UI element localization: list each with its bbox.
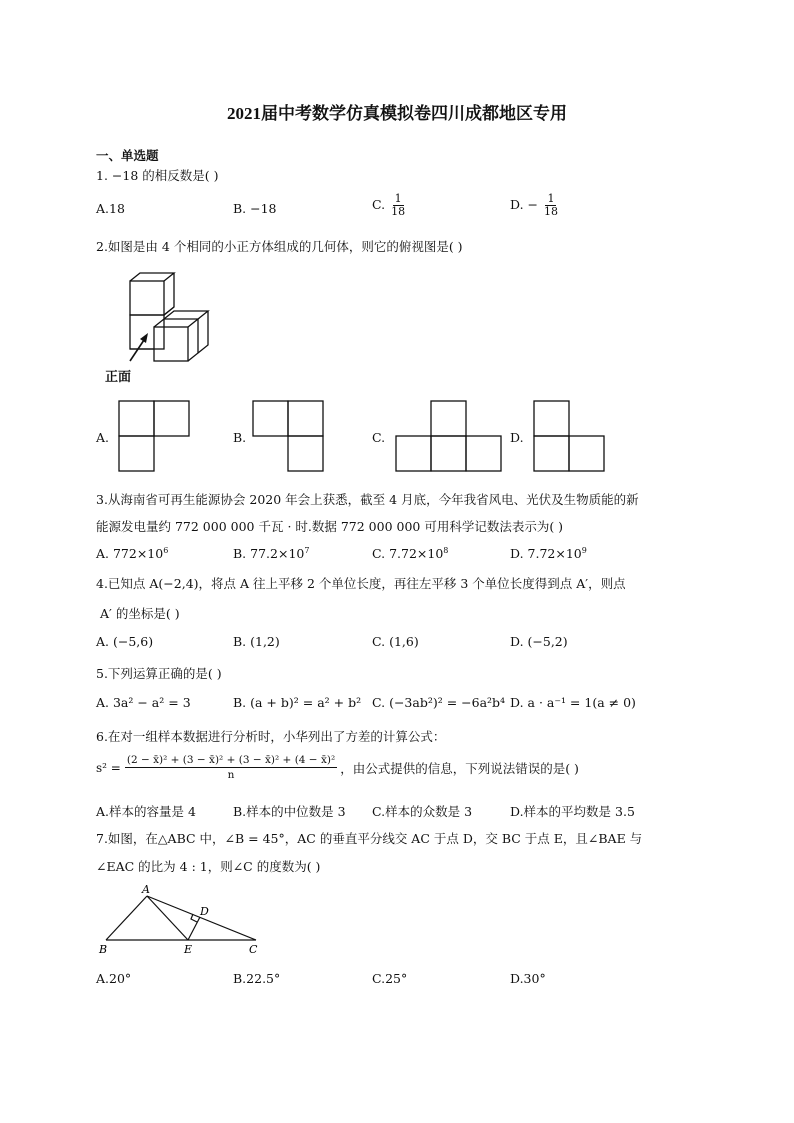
q2-option-c-figure [395,400,503,472]
q1-c-numerator: 1 [394,192,402,205]
q6-option-d: D.样本的平均数是 3.5 [510,804,635,819]
page-title: 2021届中考数学仿真模拟卷四川成都地区专用 [227,104,567,123]
q6-option-c: C.样本的众数是 3 [372,804,473,819]
q5-option-a: A. 3a² − a² = 3 [96,695,191,710]
q1-d-numerator: 1 [547,192,555,205]
question-1-stem: 1. −18 的相反数是( ) [96,168,219,183]
q3-option-c [372,546,448,561]
q4-option-b: B. (1,2) [233,634,280,649]
question-4-stem-line2: A′ 的坐标是( ) [100,606,180,621]
label-e: E [184,943,193,956]
q4-option-d: D. (−5,2) [510,634,568,649]
question-6-stem: 6.在对一组样本数据进行分析时，小华列出了方差的计算公式： [96,729,446,744]
q2-option-c-label: C. [372,430,386,445]
q3-option-a-exp: 6 [163,546,169,555]
q7-option-b: B.22.5° [233,971,281,986]
q3-option-b-base: B. 77.2×10 [233,546,305,562]
q7-option-d: D.30° [510,971,546,986]
question-7-stem-line2: ∠EAC 的比为 4 : 1，则∠C 的度数为( ) [96,859,321,874]
q1-c-denominator: 18 [391,205,406,218]
q3-option-d [510,546,587,561]
q5-option-b: B. (a + b)² = a² + b² [233,695,362,710]
q1-option-c [372,193,407,218]
q2-option-b-figure [252,400,324,472]
q6-option-a: A.样本的容量是 4 [96,804,196,819]
question-3-stem-line2: 能源发电量约 772 000 000 千瓦 · 时.数据 772 000 000 可用科学记数法表示为( ) [96,519,564,534]
q1-option-b: B. −18 [233,201,277,216]
question-4-stem-line1: 4.已知点 A(−2,4)，将点 A 往上平移 2 个单位长度，再往左平移 3 个单位长度得到点 A′，则点 [96,576,626,591]
q1-option-c-fraction [389,193,407,218]
q5-option-c: C. (−3ab²)² = −6a²b⁴ [372,695,506,710]
label-d: D [200,905,209,918]
q3-option-b-exp: 7 [304,546,310,555]
q1-d-denominator: 18 [543,205,558,218]
question-5-stem: 5.下列运算正确的是( ) [96,666,222,681]
q3-option-c-base: C. 7.72×10 [372,546,444,562]
q6-option-b: B.样本的中位数是 3 [233,804,346,819]
question-3-stem-line1: 3.从海南省可再生能源协会 2020 年会上获悉，截至 4 月底，今年我省风电、光伏及生物质能的新 [96,492,639,507]
triangle-figure [96,880,271,960]
q2-option-a-label: A. [96,430,110,445]
q3-option-a-base: A. 772×10 [96,546,164,562]
q1-option-c-label: C. [372,197,386,212]
question-7-stem-line1: 7.如图，在△ABC 中，∠B = 45°，AC 的垂直平分线交 AC 于点 D，交 BC 于点 E，且∠BAE 与 [96,831,643,846]
formula-fraction [125,753,337,782]
q2-option-d-figure [533,400,605,472]
q1-option-a: A.18 [96,201,125,216]
q7-option-a: A.20° [96,971,132,986]
label-b: B [99,943,108,956]
label-a: A [142,883,150,896]
section-heading: 一、单选题 [96,148,159,163]
q5-option-d: D. a · a⁻¹ = 1(a ≠ 0) [510,695,636,710]
variance-formula [96,753,579,782]
formula-tail: ，由公式提供的信息，下列说法错误的是( ) [340,760,579,776]
q4-option-a: A. (−5,6) [96,634,154,649]
q2-option-d-label: D. [510,430,524,445]
q1-option-d [510,193,560,218]
q3-option-d-exp: 9 [581,546,587,555]
q1-option-d-label: D. − [510,197,538,212]
q3-option-c-exp: 8 [443,546,449,555]
q2-option-a-figure [118,400,190,472]
formula-lhs: s² = [96,760,121,775]
q4-option-c: C. (1,6) [372,634,419,649]
q3-option-a [96,546,168,561]
formula-numerator: (2 − x̄)² + (3 − x̄)² + (3 − x̄)² + (4 − x̄)² [126,754,336,766]
cubes-figure [100,265,230,375]
q2-option-b-label: B. [233,430,247,445]
q1-option-d-fraction [542,193,560,218]
q7-option-c: C.25° [372,971,408,986]
front-view-label: 正面 [105,370,132,385]
formula-denominator: n [227,769,235,781]
q3-option-b [233,546,309,561]
q3-option-d-base: D. 7.72×10 [510,546,582,562]
question-2-stem: 2.如图是由 4 个相同的小正方体组成的几何体，则它的俯视图是( ) [96,239,463,254]
label-c: C [249,943,258,956]
